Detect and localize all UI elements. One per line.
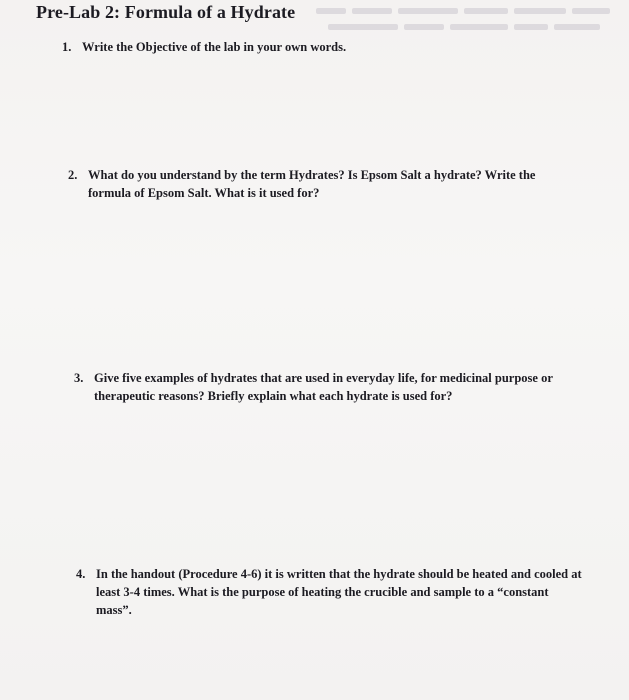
question-number: 1. [62, 40, 72, 54]
question-1 [62, 38, 582, 56]
question-2 [68, 166, 548, 202]
page-title: Pre-Lab 2: Formula of a Hydrate [36, 2, 296, 22]
question-text: Write the Objective of the lab in your own words. [82, 40, 347, 54]
question-number: 3. [74, 371, 84, 385]
question-number: 2. [68, 168, 78, 182]
question-text: In the handout (Procedure 4-6) it is written that the hydrate should be heated and cooled at least 3-4 times. What is the purpose of heating the crucible and sample to a “constant mass”. [96, 567, 582, 617]
question-text: What do you understand by the term Hydrates? Is Epsom Salt a hydrate? Write the formula of Epsom Salt. What is it used for? [88, 168, 536, 200]
question-4 [76, 565, 586, 619]
question-3 [74, 369, 574, 405]
question-text: Give five examples of hydrates that are used in everyday life, for medicinal purpose or therapeutic reasons? Briefly explain what each hydrate is used for? [94, 371, 553, 403]
question-number: 4. [76, 567, 86, 581]
